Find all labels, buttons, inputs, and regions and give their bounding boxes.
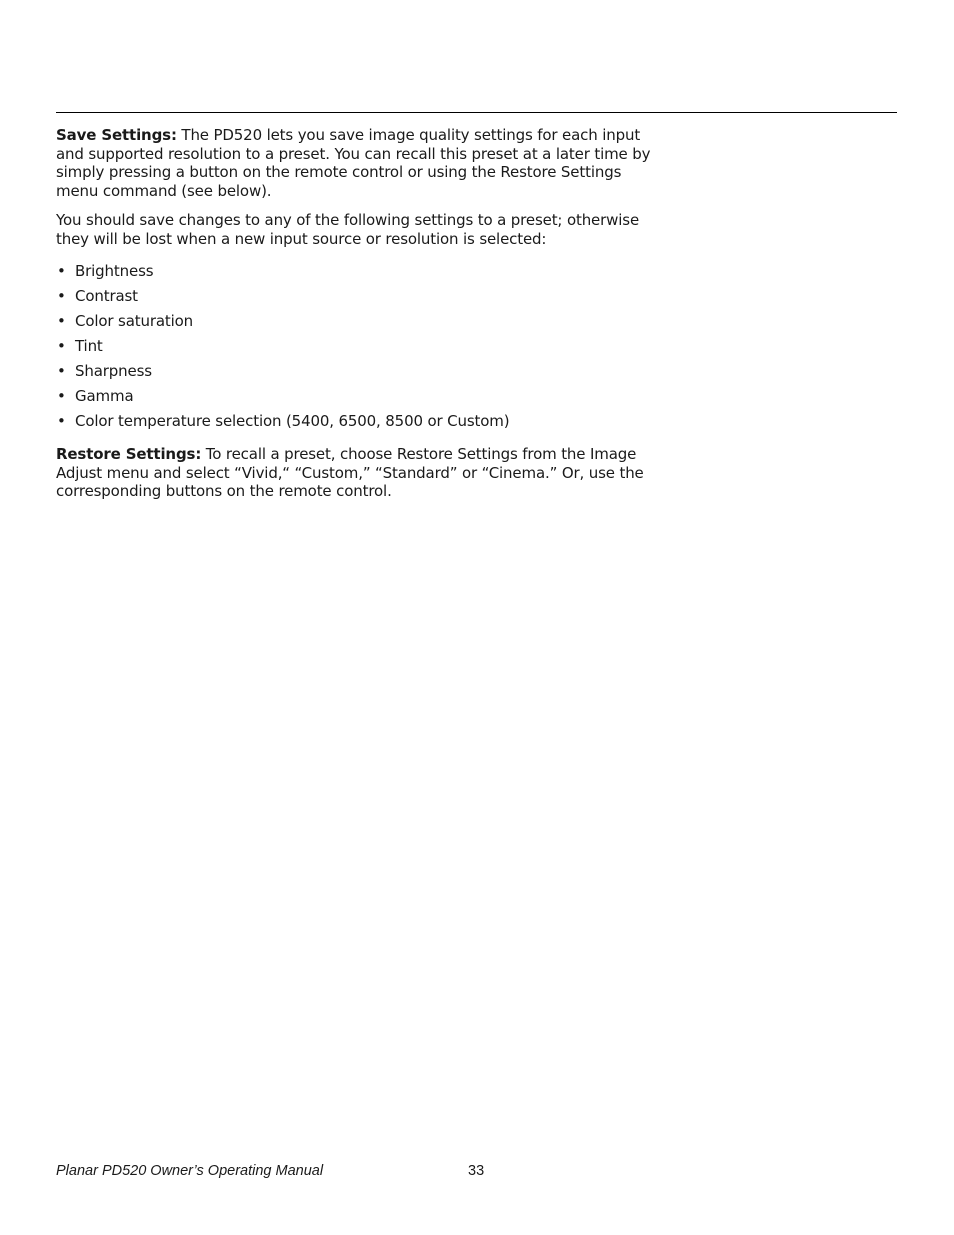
footer-manual-title: Planar PD520 Owner’s Operating Manual xyxy=(56,1163,324,1179)
list-item-text: Tint xyxy=(75,337,103,356)
bullet-icon: • xyxy=(57,287,66,306)
list-item-text: Contrast xyxy=(75,287,138,306)
bullet-icon: • xyxy=(57,412,66,431)
list-item xyxy=(56,409,656,434)
list-item-text: Gamma xyxy=(75,387,134,406)
save-note-paragraph: You should save changes to any of the following settings to a preset; otherwise they will be lost when a new input source or resolution is selected: xyxy=(56,211,640,249)
main-content xyxy=(56,126,656,512)
list-item xyxy=(56,259,656,284)
bullet-icon: • xyxy=(57,362,66,381)
list-item-text: Color temperature selection (5400, 6500, 8500 or Custom) xyxy=(75,412,510,431)
bullet-icon: • xyxy=(57,337,66,356)
save-settings-text: The PD520 lets you save image quality settings for each input and supported resolution to a preset. You can recall this preset at a later time by simply pressing a button on the remote control or using the Restore Settings menu command (see below). xyxy=(56,126,651,201)
list-item xyxy=(56,334,656,359)
footer-page-number: 33 xyxy=(468,1163,485,1179)
list-item xyxy=(56,384,656,409)
settings-list xyxy=(56,259,656,434)
list-item xyxy=(56,309,656,334)
list-item-text: Brightness xyxy=(75,262,154,281)
list-item-text: Sharpness xyxy=(75,362,152,381)
list-item xyxy=(56,359,656,384)
bullet-icon: • xyxy=(57,387,66,406)
restore-settings-text: To recall a preset, choose Restore Settings from the Image Adjust menu and select “Vivid,“ “Custom,” “Standard” or “Cinema.” Or, use the corresponding buttons on the remote control. xyxy=(56,445,644,501)
bullet-icon: • xyxy=(57,262,66,281)
restore-settings-paragraph xyxy=(56,445,656,501)
save-settings-label: Save Settings: xyxy=(56,126,177,144)
list-item xyxy=(56,284,656,309)
bullet-icon: • xyxy=(57,312,66,331)
list-item-text: Color saturation xyxy=(75,312,194,331)
header-rule xyxy=(56,112,897,113)
restore-settings-label: Restore Settings: xyxy=(56,445,202,463)
save-settings-paragraph xyxy=(56,126,656,201)
